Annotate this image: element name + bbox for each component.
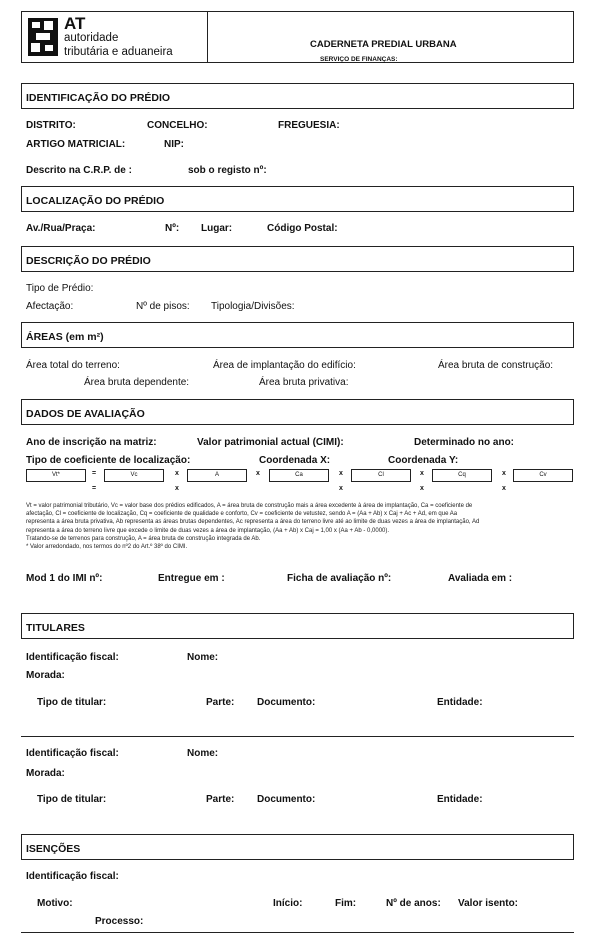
multiply-sign-below: x <box>175 485 179 492</box>
numero-label: Nº: <box>165 223 180 234</box>
titular-id-fiscal: Identificação fiscal: <box>26 748 119 759</box>
a-box: A <box>187 469 247 482</box>
equals-sign: = <box>92 470 97 477</box>
section-avaliacao: DADOS DE AVALIAÇÃO <box>21 399 574 425</box>
multiply-sign: x <box>256 470 260 477</box>
afectacao-label: Afectação: <box>26 301 74 312</box>
tipologia-label: Tipologia/Divisões: <box>211 301 295 312</box>
titular-nome: Nome: <box>187 652 219 663</box>
coordenada-y-label: Coordenada Y: <box>388 455 459 466</box>
multiply-sign: x <box>420 470 424 477</box>
servico-financas: SERVIÇO DE FINANÇAS: <box>320 56 398 63</box>
coordenada-x-label: Coordenada X: <box>259 455 331 466</box>
section-areas: ÁREAS (em m²) <box>21 322 574 348</box>
titular-parte: Parte: <box>206 794 235 805</box>
ca-box: Ca <box>269 469 329 482</box>
cq-box: Cq <box>432 469 492 482</box>
section-titulares: TITULARES <box>21 613 574 639</box>
note-line: representa a área do terreno livre que excede o limite de duas vezes a área de implantação, (Aa + Ab) x Caj = 1,00 x (Aa + Ab - 0,0000). <box>26 527 390 534</box>
bottom-divider <box>21 932 574 933</box>
area-total-label: Área total do terreno: <box>26 360 120 371</box>
titular-entidade: Entidade: <box>437 697 483 708</box>
logo-at: AT <box>64 14 86 33</box>
descrito-label: Descrito na C.R.P. de : <box>26 165 132 176</box>
vc-box: Vc <box>104 469 164 482</box>
titular-divider <box>21 736 574 737</box>
note-line: Vt = valor patrimonial tributário, Vc = valor base dos prédios edificados, A = área bruta de construção mais a área excedente à área de implantação, Ca = coeficiente de <box>26 503 473 509</box>
titular-tipo: Tipo de titular: <box>37 697 107 708</box>
formula-note <box>26 502 574 551</box>
multiply-sign: x <box>502 470 506 477</box>
note-line: Tratando-se de terrenos para construção, A = área bruta de construção integrada de Ab. <box>26 535 261 542</box>
isencao-fim: Fim: <box>335 898 357 909</box>
avaliada-label: Avaliada em : <box>448 573 513 584</box>
rua-label: Av./Rua/Praça: <box>26 223 96 234</box>
titular-documento: Documento: <box>257 794 316 805</box>
titular-morada: Morada: <box>26 768 65 779</box>
titular-nome: Nome: <box>187 748 219 759</box>
freguesia-label: FREGUESIA: <box>278 120 340 131</box>
concelho-label: CONCELHO: <box>147 120 208 131</box>
artigo-matricial-label: ARTIGO MATRICIAL: <box>26 139 126 150</box>
section-isencoes: ISENÇÕES <box>21 834 574 860</box>
titular-documento: Documento: <box>257 697 316 708</box>
ano-inscricao-label: Ano de inscrição na matriz: <box>26 437 157 448</box>
document-title: CADERNETA PREDIAL URBANA <box>310 39 457 50</box>
pisos-label: Nº de pisos: <box>136 301 190 312</box>
isencao-anos: Nº de anos: <box>386 898 441 909</box>
note-line: representa a área bruta privativa, Ab representa as áreas brutas dependentes, Ac representa a área do terreno livre até ao limite de duas vezes a área de implantação, Ad <box>26 519 480 526</box>
nip-label: NIP: <box>164 139 184 150</box>
equals-sign-below: = <box>92 485 97 492</box>
mod1-label: Mod 1 do IMI nº: <box>26 573 103 584</box>
vt-box: Vt* <box>26 469 86 482</box>
tipo-predio-label: Tipo de Prédio: <box>26 283 94 294</box>
isencao-valor: Valor isento: <box>458 898 519 909</box>
area-implantacao-label: Área de implantação do edifício: <box>213 360 356 371</box>
titular-parte: Parte: <box>206 697 235 708</box>
titular-morada: Morada: <box>26 670 65 681</box>
note-line: afectação, Cl = coeficiente de localização, Cq = coeficiente de qualidade e conforto, Cv = coeficiente de vetustez, sendo A = (Aa + Ab) x Caj + Ac + Ad, em que Aa <box>26 511 458 518</box>
tipo-coeficiente-label: Tipo de coeficiente de localização: <box>26 455 191 466</box>
isencao-inicio: Início: <box>273 898 303 909</box>
isencao-motivo: Motivo: <box>37 898 73 909</box>
multiply-sign: x <box>339 470 343 477</box>
isencao-id-fiscal: Identificação fiscal: <box>26 871 119 882</box>
section-descricao: DESCRIÇÃO DO PRÉDIO <box>21 246 574 272</box>
entregue-label: Entregue em : <box>158 573 225 584</box>
area-bruta-dependente-label: Área bruta dependente: <box>84 377 190 388</box>
section-localizacao: LOCALIZAÇÃO DO PRÉDIO <box>21 186 574 212</box>
logo-line1: autoridade <box>64 32 119 44</box>
titular-id-fiscal: Identificação fiscal: <box>26 652 119 663</box>
header-title-box <box>207 11 574 63</box>
valor-patrimonial-label: Valor patrimonial actual (CIMI): <box>197 437 344 448</box>
titular-tipo: Tipo de titular: <box>37 794 107 805</box>
area-bruta-construcao-label: Área bruta de construção: <box>438 360 554 371</box>
logo-line2: tributária e aduaneira <box>64 46 173 58</box>
note-line: * Valor arredondado, nos termos do nº2 do Art.º 38º do CIMI. <box>26 544 188 551</box>
ficha-label: Ficha de avaliação nº: <box>287 573 392 584</box>
multiply-sign-below: x <box>339 485 343 492</box>
cl-box: Cl <box>351 469 411 482</box>
area-bruta-privativa-label: Área bruta privativa: <box>259 377 349 388</box>
registo-label: sob o registo nº: <box>188 165 267 176</box>
isencao-processo: Processo: <box>95 916 144 927</box>
distrito-label: DISTRITO: <box>26 120 76 131</box>
section-identificacao: IDENTIFICAÇÃO DO PRÉDIO <box>21 83 574 109</box>
multiply-sign: x <box>175 470 179 477</box>
codigo-postal-label: Código Postal: <box>267 223 338 234</box>
cv-box: Cv <box>513 469 573 482</box>
determinado-label: Determinado no ano: <box>414 437 515 448</box>
at-logo-icon <box>28 18 58 56</box>
lugar-label: Lugar: <box>201 223 233 234</box>
header-logo-box <box>21 11 208 63</box>
titular-entidade: Entidade: <box>437 794 483 805</box>
multiply-sign-below: x <box>420 485 424 492</box>
multiply-sign-below: x <box>502 485 506 492</box>
